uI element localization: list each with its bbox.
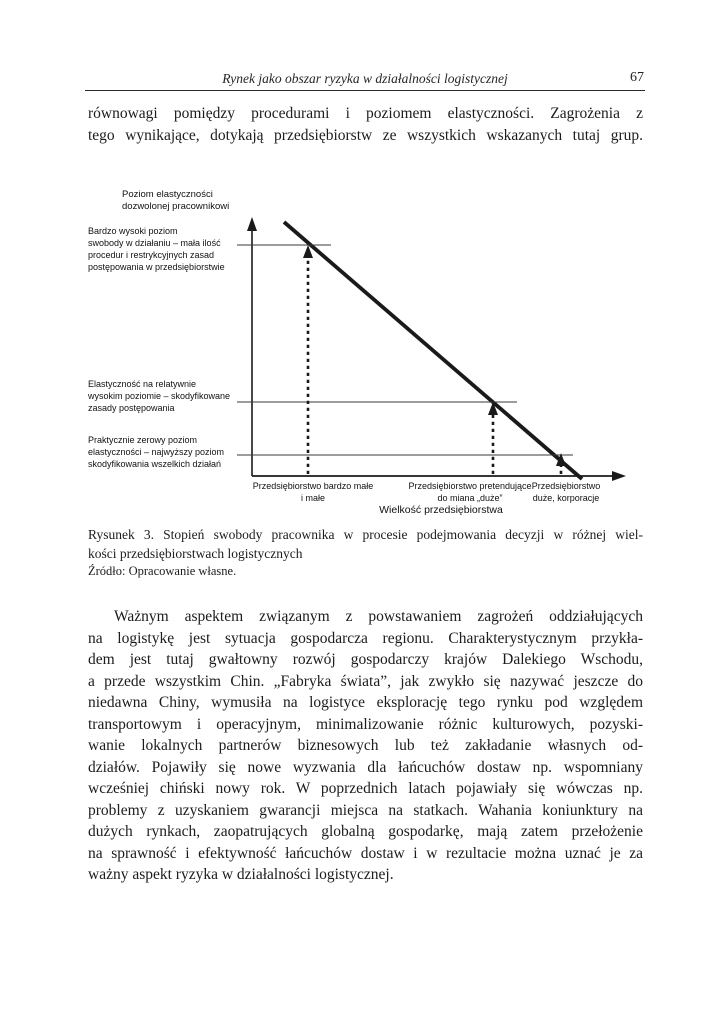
text-line: tego wynikające, dotykają przedsiębiorstw ze wszystkich wskazanych tutaj grup. xyxy=(88,126,643,144)
figure-source-note: Źródło: Opracowanie własne. xyxy=(88,564,237,578)
text-line: a przede wszystkim Chin. „Fabryka świata”, jak zwykło się nazywać jeszcze do xyxy=(88,672,643,690)
main-paragraph xyxy=(88,606,643,886)
label-line: Przedsiębiorstwo pretendujące xyxy=(408,481,532,491)
page-number: 67 xyxy=(630,70,644,85)
label-line: Przedsiębiorstwo bardzo małe xyxy=(252,481,374,491)
label-line: zasady postępowania xyxy=(88,403,175,413)
y-axis-arrow-icon xyxy=(247,217,257,231)
y-level-label-medium xyxy=(88,378,244,414)
x-category-label-small xyxy=(238,481,388,504)
intro-paragraph xyxy=(88,103,643,146)
flexibility-trend-line xyxy=(284,222,582,479)
label-line: skodyfikowania wszelkich działań xyxy=(88,459,222,469)
figure-caption xyxy=(88,526,643,563)
text-line: działów. Pojawiły się nowe wyzwania dla łańcuchów dostaw np. wspomniany xyxy=(88,758,643,776)
page-header xyxy=(85,70,645,91)
label-line: swobody w działaniu – mała ilość xyxy=(88,238,221,248)
x-category-label-large xyxy=(513,481,619,504)
label-line: postępowania w przedsiębiorstwie xyxy=(88,262,225,272)
text-line: niedawna Chiny, wymusiła na logistyce eksplorację tego rynku pod względem xyxy=(88,694,643,711)
y-axis-title-line: dozwolonej pracownikowi xyxy=(122,201,230,212)
y-level-label-zero xyxy=(88,434,244,470)
label-line: Przedsiębiorstwo xyxy=(531,481,601,491)
y-axis-title-line: Poziom elastyczności xyxy=(122,189,213,200)
text-line: na sprawność i efektywność łańcuchów dostaw i w rezultacie można uznać je za xyxy=(88,844,643,862)
text-line: dużych rynkach, zaopatrujących globalną gospodarkę, mają zatem przełożenie xyxy=(88,823,643,840)
label-line: duże, korporacje xyxy=(532,492,600,503)
caption-line: kości przedsiębiorstwach logistycznych xyxy=(88,545,303,561)
text-line: na logistykę jest sytuacja gospodarcza regionu. Charakterystycznym przykła- xyxy=(88,629,643,647)
label-line: do miana „duże” xyxy=(437,492,503,503)
text-line: równowagi pomiędzy procedurami i poziomem elastyczności. Zagrożenia z xyxy=(88,105,643,122)
label-line: Praktycznie zerowy poziom xyxy=(88,435,198,445)
y-level-label-high xyxy=(88,225,244,273)
label-line: Bardzo wysoki poziom xyxy=(88,226,178,236)
text-line: wcześniej chiński nowy rok. W poprzednich latach pojawiały się wówczas np. xyxy=(88,780,643,797)
label-line: elastyczności – najwyższy poziom xyxy=(88,447,225,457)
text-line: wanie lokalnych partnerów biznesowych lub też zakładanie własnych od- xyxy=(88,737,643,754)
figure-x-axis-title: Wielkość przedsiębiorstwa xyxy=(379,504,503,516)
text-line: ważny aspekt ryzyka w działalności logistycznej. xyxy=(88,866,394,883)
text-line: Ważnym aspektem związanym z powstawaniem zagrożeń oddziałujących xyxy=(114,608,643,625)
text-line: dem jest tutaj gwałtowny rozwój gospodarczy krajów Dalekiego Wschodu, xyxy=(88,651,643,668)
label-line: procedur i restrykcyjnych zasad xyxy=(88,250,215,260)
x-axis-arrow-icon xyxy=(612,471,626,481)
label-line: i małe xyxy=(300,492,325,503)
figure-y-axis-title xyxy=(122,189,262,213)
caption-line: Rysunek 3. Stopień swobody pracownika w procesie podejmowania decyzji w różnej wiel- xyxy=(88,527,643,542)
running-title: Rynek jako obszar ryzyka w działalności logistycznej xyxy=(222,71,508,86)
text-line: transportowym i operacyjnym, minimalizowanie różnic kulturowych, pozyski- xyxy=(88,715,643,733)
text-line: problemy z uzyskaniem gwarancji miejsca na statkach. Wahania koniunktury na xyxy=(88,801,643,819)
label-line: wysokim poziomie – skodyfikowane xyxy=(88,391,231,401)
figure-3-diagram xyxy=(85,185,645,527)
label-line: Elastyczność na relatywnie xyxy=(88,379,197,389)
